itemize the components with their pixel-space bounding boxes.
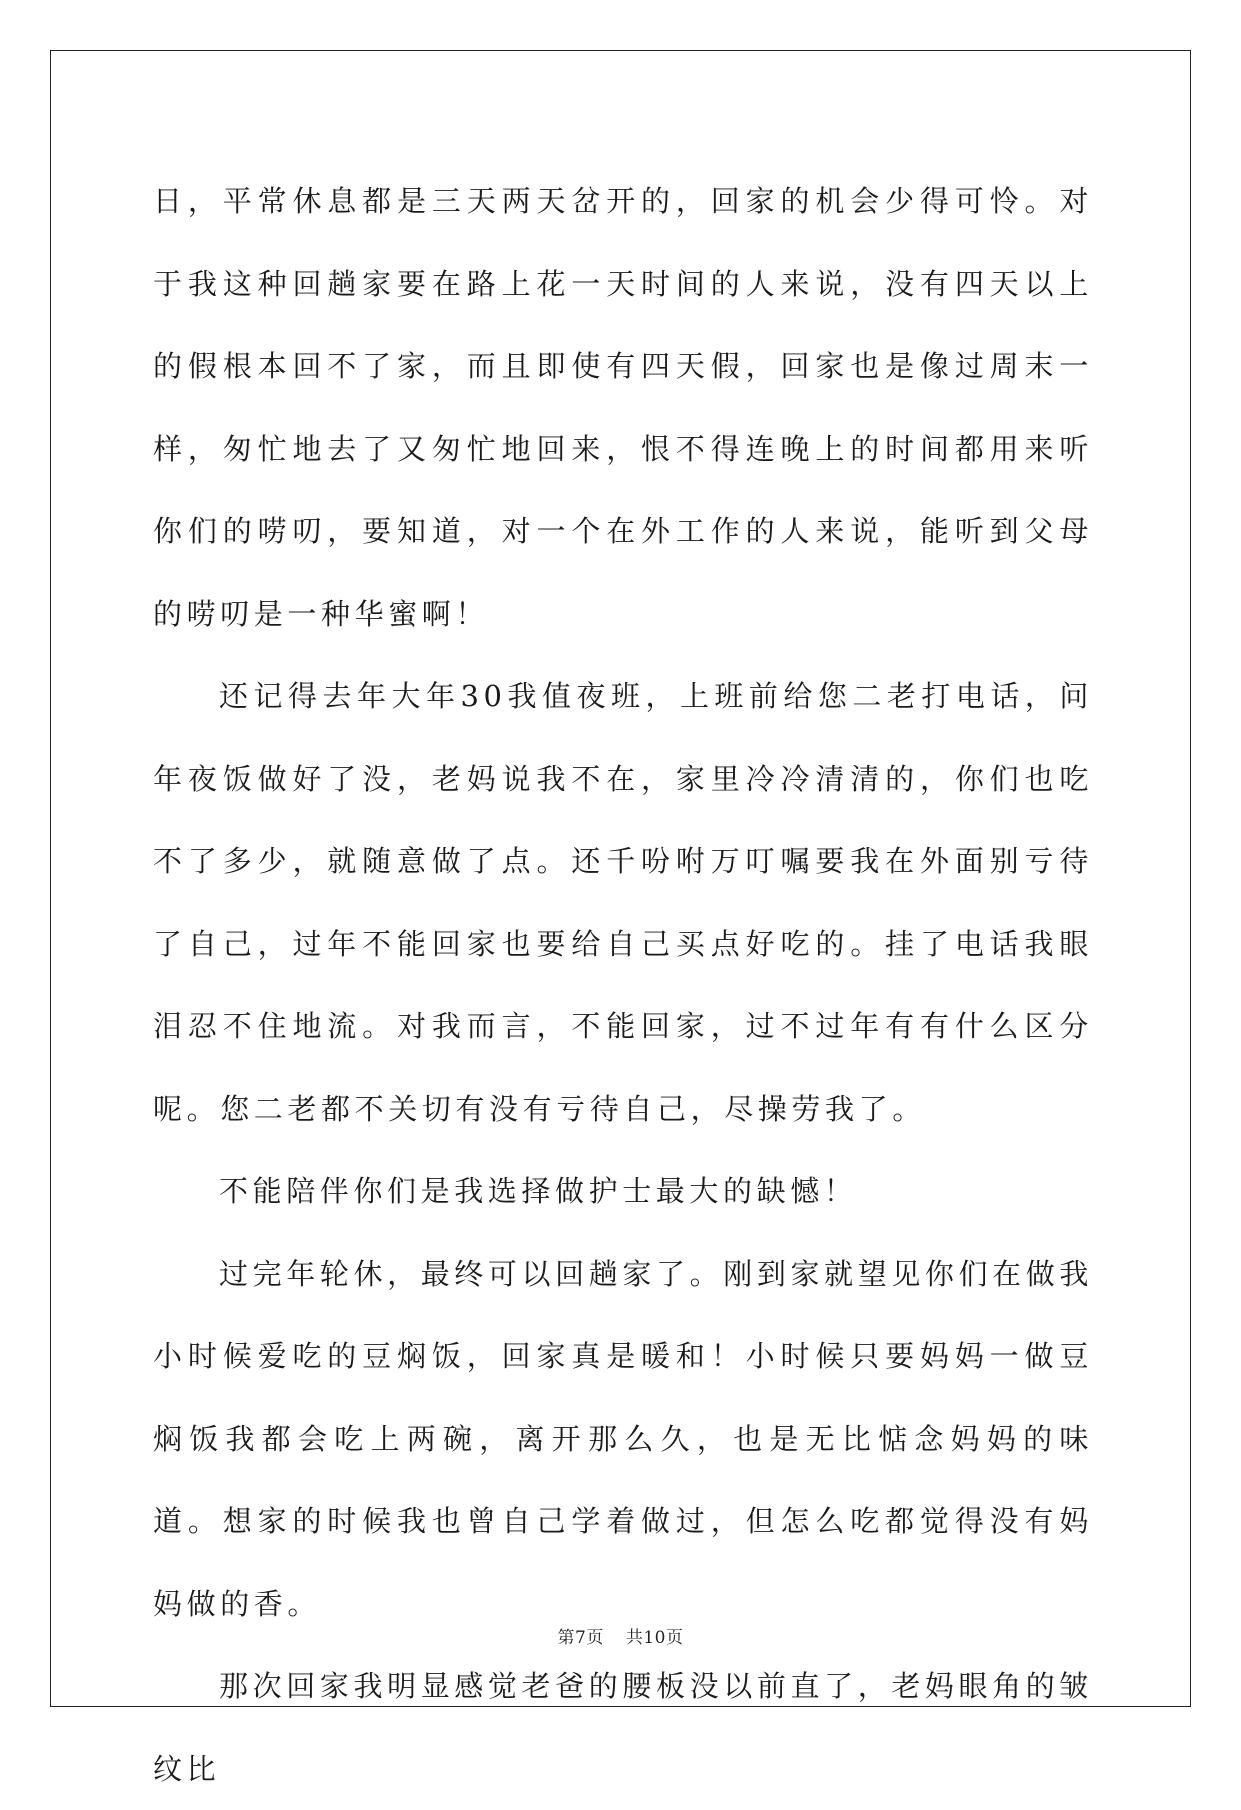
paragraph-4: 过完年轮休，最终可以回趟家了。刚到家就望见你们在做我小时候爱吃的豆焖饭，回家真是暖和！小时候只要妈妈一做豆焖饭我都会吃上两碗，离开那么久，也是无比惦念妈妈的味道。想家的时候我也曾自己学着做过，但怎么吃都觉得没有妈妈做的香。 <box>153 1256 1093 1621</box>
paragraph-5: 那次回家我明显感觉老爸的腰板没以前直了，老妈眼角的皱纹比 <box>153 1669 1093 1786</box>
page-total: 共10页 <box>625 1628 684 1648</box>
paragraph-3: 不能陪伴你们是我选择做护士最大的缺憾！ <box>219 1174 858 1208</box>
document-body <box>153 160 1093 1810</box>
page-footer <box>0 1628 1241 1648</box>
paragraph-2: 还记得去年大年30我值夜班，上班前给您二老打电话，问年夜饭做好了没，老妈说我不在，家里冷冷清清的，你们也吃不了多少，就随意做了点。还千吩咐万叮嘱要我在外面别亏待了自己，过年不能回家也要给自己买点好吃的。挂了电话我眼泪忍不住地流。对我而言，不能回家，过不过年有有什么区分呢。您二老都不关切有没有亏待自己，尽操劳我了。 <box>153 679 1093 1126</box>
paragraph-1: 日，平常休息都是三天两天岔开的，回家的机会少得可怜。对于我这种回趟家要在路上花一天时间的人来说，没有四天以上的假根本回不了家，而且即使有四天假，回家也是像过周末一样，匆忙地去了又匆忙地回来，恨不得连晚上的时间都用来听你们的唠叨，要知道，对一个在外工作的人来说，能听到父母的唠叨是一种华蜜啊！ <box>153 184 1093 631</box>
page-number: 第7页 <box>557 1628 604 1648</box>
